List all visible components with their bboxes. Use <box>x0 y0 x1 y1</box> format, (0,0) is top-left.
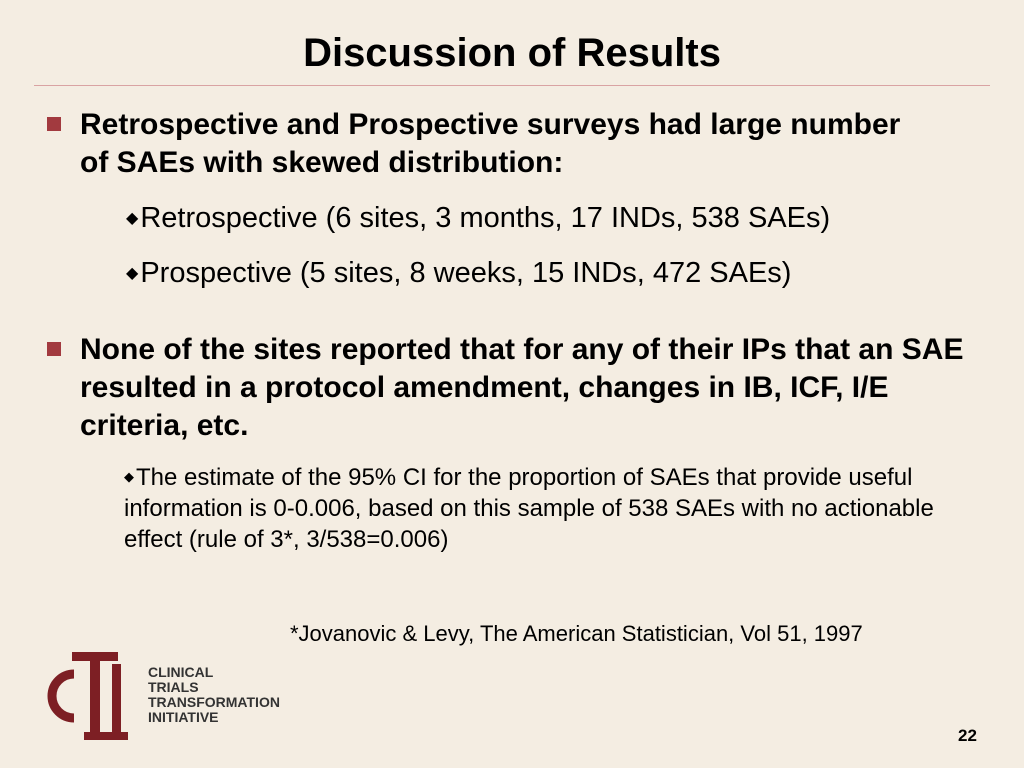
title-divider <box>34 85 990 86</box>
sub-bullet-retrospective: ◆Retrospective (6 sites, 3 months, 17 INDs, 538 SAEs) <box>126 202 831 234</box>
diamond-bullet-icon: ◆ <box>124 469 134 484</box>
page-number: 22 <box>958 726 977 745</box>
bullet-square-icon <box>47 342 61 356</box>
bullet-square-icon <box>47 117 61 131</box>
footnote-citation: *Jovanovic & Levy, The American Statistician, Vol 51, 1997 <box>290 621 863 646</box>
logo-wordmark: CLINICAL TRIALS TRANSFORMATION INITIATIVE <box>148 664 280 725</box>
sub-bullet-estimate: ◆The estimate of the 95% CI for the proportion of SAEs that provide useful information is 0-0.006, based on this sample of 538 SAEs with no actionable effect (rule of 3*, 3/538=0.006) <box>124 464 934 553</box>
diamond-bullet-icon: ◆ <box>126 265 139 282</box>
slide-title: Discussion of Results <box>303 31 721 75</box>
diamond-bullet-icon: ◆ <box>126 210 139 227</box>
bullet-1-text: Retrospective and Prospective surveys had large number of SAEs with skewed distribution: <box>80 108 901 179</box>
bullet-2-text: None of the sites reported that for any of their IPs that an SAE resulted in a protocol amendment, changes in IB, ICF, I/E criteria, etc. <box>80 333 964 442</box>
sub-bullet-prospective: ◆Prospective (5 sites, 8 weeks, 15 INDs, 472 SAEs) <box>126 257 792 289</box>
cti-logo <box>34 646 134 744</box>
